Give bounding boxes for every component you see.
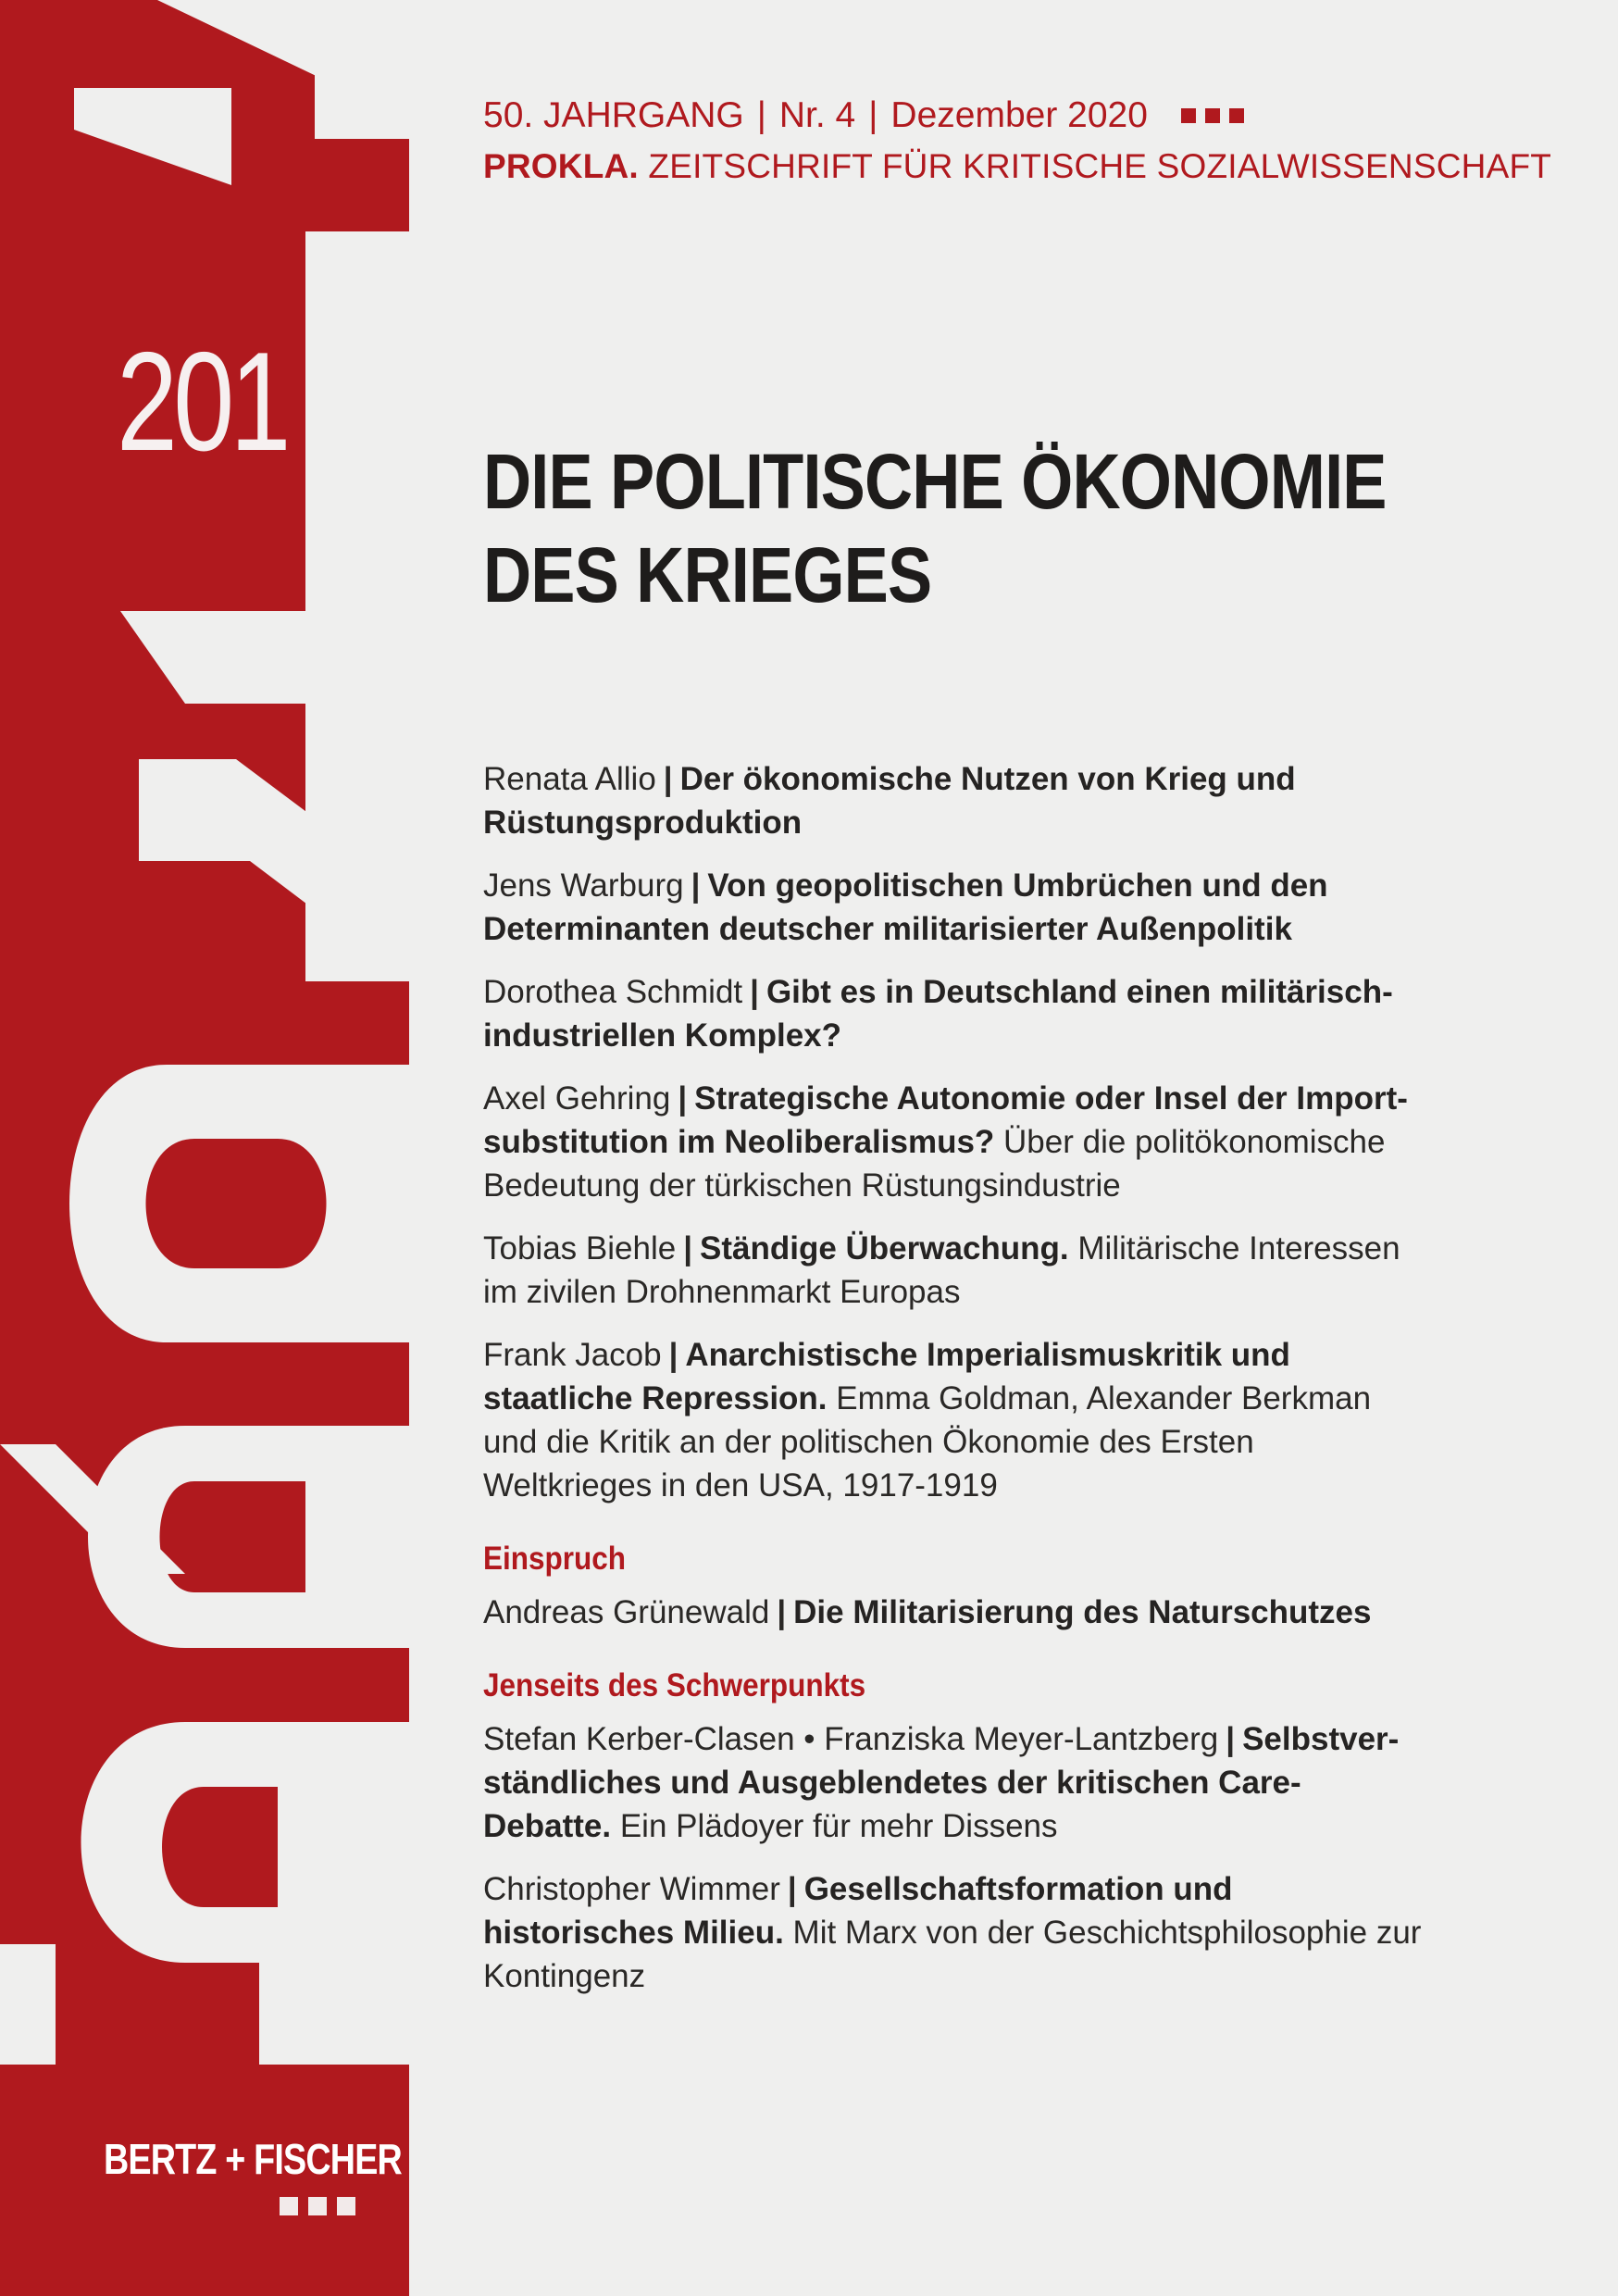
toc-entry: [483, 970, 1427, 1057]
toc-entry: [483, 1867, 1427, 1998]
toc-bar: |: [787, 1871, 797, 1907]
journal-line: [483, 147, 1594, 186]
section-heading-jenseits: Jenseits des Schwerpunkts: [483, 1667, 866, 1703]
toc-entry: [483, 864, 1427, 951]
toc-entry: [483, 1717, 1427, 1848]
journal-name: PROKLA.: [483, 147, 639, 185]
table-of-contents: [483, 757, 1427, 2017]
logo-letter-l: [305, 231, 409, 620]
toc-author: Andreas Grünewald: [483, 1594, 770, 1630]
publisher-dots: [280, 2197, 355, 2215]
toc-title: Die Militarisierung des Naturschutzes: [793, 1594, 1372, 1630]
main-title: [483, 435, 1438, 622]
toc-entry: [483, 1227, 1427, 1314]
toc-author: Renata Allio: [483, 761, 656, 797]
separator: |: [868, 95, 878, 135]
issue-date: Dezember 2020: [890, 95, 1148, 135]
toc-title: Gesellschaftsformation und historisches Milieu.: [483, 1871, 1233, 1951]
masthead: [483, 95, 1594, 186]
toc-bar: |: [750, 974, 759, 1010]
toc-bar: |: [777, 1594, 787, 1630]
masthead-dot: [1205, 108, 1220, 123]
main-title-line-2: DES KRIEGES: [483, 530, 932, 618]
issue-nr: Nr. 4: [778, 95, 856, 135]
toc-bar: |: [678, 1080, 688, 1117]
toc-entry: [483, 1591, 1427, 1634]
toc-entry: [483, 1077, 1427, 1207]
toc-author: Axel Gehring: [483, 1080, 671, 1117]
volume: 50. JAHRGANG: [483, 95, 744, 135]
toc-subtitle: Emma Goldman, Alexander Berkman und die Kritik an der politischen Ökonomie des Ersten Weltkrieges in den USA, 1917-1919: [483, 1380, 1372, 1504]
toc-title: Strategische Autonomie oder Insel der Importsubstitution im Neoliberalismus?: [483, 1080, 1408, 1160]
toc-author: Dorothea Schmidt: [483, 974, 743, 1010]
issue-line: [483, 95, 1594, 136]
toc-bar: |: [691, 867, 701, 904]
section-heading-einspruch: Einspruch: [483, 1541, 627, 1577]
masthead-dot: [1229, 108, 1244, 123]
toc-title: Anarchistische Imperialismuskritik und staatliche Repression.: [483, 1337, 1290, 1416]
toc-subtitle: Militärische Interessen im zivilen Drohnenmarkt Europas: [483, 1230, 1400, 1310]
publisher-dot: [280, 2197, 298, 2215]
toc-subtitle: Mit Marx von der Geschichtsphilosophie zur Kontingenz: [483, 1915, 1422, 1994]
logo-letter-k-stem: [305, 704, 409, 981]
toc-author: Stefan Kerber-Clasen • Franziska Meyer-Lantzberg: [483, 1721, 1219, 1757]
masthead-dots: [1181, 108, 1244, 123]
publisher-dot: [308, 2197, 327, 2215]
masthead-dot: [1181, 108, 1196, 123]
toc-bar: |: [663, 761, 673, 797]
toc-title: Gibt es in Deutschland einen militärisch-industriellen Komplex?: [483, 974, 1393, 1054]
toc-author: Tobias Biehle: [483, 1230, 677, 1267]
toc-title: Ständige Überwachung.: [700, 1230, 1069, 1267]
publisher-dot: [337, 2197, 355, 2215]
toc-author: Jens Warburg: [483, 867, 684, 904]
issue-number: 201: [117, 323, 287, 480]
toc-title: Von geopolitischen Umbrüchen und den Determinanten deutscher militarisierter Außenpolitik: [483, 867, 1328, 947]
toc-bar: |: [683, 1230, 692, 1267]
toc-subtitle: Ein Plädoyer für mehr Dissens: [619, 1808, 1058, 1844]
toc-title: Selbstverständliches und Ausgeblendetes der kritischen Care-Debatte.: [483, 1721, 1400, 1844]
separator: |: [756, 95, 766, 135]
toc-bar: |: [1226, 1721, 1236, 1757]
toc-bar: |: [668, 1337, 678, 1373]
toc-author: Frank Jacob: [483, 1337, 662, 1373]
toc-title: Der ökonomische Nutzen von Krieg und Rüstungsproduktion: [483, 761, 1296, 841]
toc-author: Christopher Wimmer: [483, 1871, 780, 1907]
main-title-line-1: DIE POLITISCHE ÖKONOMIE: [483, 438, 1387, 525]
toc-entry: [483, 757, 1427, 844]
toc-subtitle: Über die politökonomische Bedeutung der türkischen Rüstungsindustrie: [483, 1124, 1386, 1204]
journal-subtitle: ZEITSCHRIFT FÜR KRITISCHE SOZIALWISSENSCHAFT: [648, 147, 1552, 185]
publisher-logo: BERTZ + FISCHER: [104, 2135, 402, 2183]
toc-entry: [483, 1333, 1427, 1507]
spine-logo-band: [0, 0, 409, 2296]
